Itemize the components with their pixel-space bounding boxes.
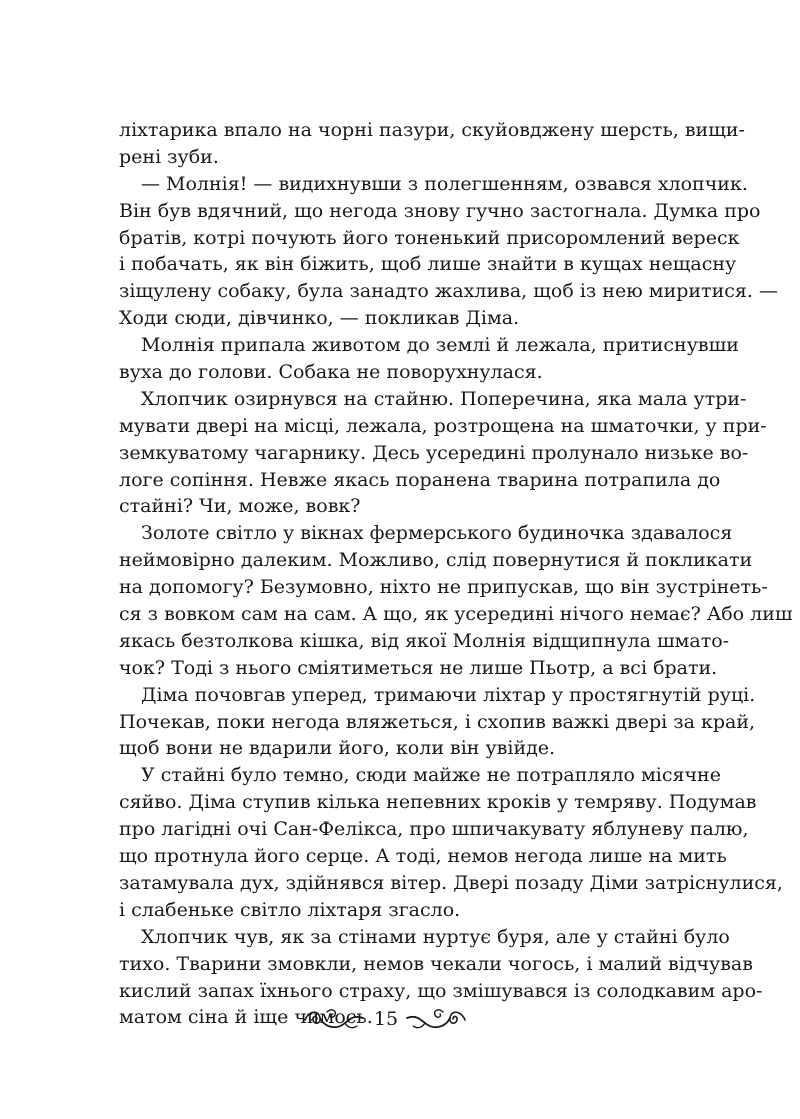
text-line: Хлопчик озирнувся на стайню. Поперечина, яка мала утри- [141, 387, 747, 410]
text-line: ліхтарика впало на чорні пазури, скуйовджену шерсть, вищи- [119, 119, 745, 141]
text-line: Молнія припала животом до землі й лежала, притиснувши [141, 334, 739, 357]
text-line: У стайні було темно, сюди майже не потрапляло місячне [141, 764, 721, 787]
text-line: земкуватому чагарнику. Десь усередині пролунало низьке во- [119, 441, 749, 464]
text-line: Хлопчик чув, як за стінами нуртує буря, але у стайні було [141, 925, 730, 948]
text-line: щоб вони не вдарили його, коли він увійде. [119, 737, 556, 760]
text-line: затамувала дух, здійнявся вітер. Двері позаду Діми затріснулися, [119, 871, 783, 894]
text-line: якась безтолкова кішка, від якої Молнія відщипнула шмато- [119, 629, 730, 652]
text-line: зіщулену собаку, була занадто жахлива, щоб із нею миритися. — [119, 280, 778, 303]
text-line: і побачать, як він біжить, щоб лише знайти в кущах нещасну [119, 253, 737, 276]
text-line: тихо. Тварини змовкли, немов чекали чогось, і малий відчував [119, 952, 753, 975]
text-line: братів, котрі почують його тоненький присоромлений вереск [119, 226, 740, 249]
text-line: мувати двері на місці, лежала, розтрощена на шматочки, у при- [119, 414, 767, 437]
text-line: що протнула його серце. А тоді, немов негода лише на мить [119, 845, 727, 868]
text-line: ся з вовком сам на сам. А що, як усередині нічого немає? Або лиш [119, 603, 793, 626]
text-line: матом сіна й іще чимось. [119, 1006, 373, 1029]
text-line: сяйво. Діма ступив кілька непевних кроків у темряву. Подумав [119, 791, 757, 814]
text-line: стайні? Чи, може, вовк? [119, 495, 361, 518]
text-line: Золоте світло у вікнах фермерського будиночка здавалося [141, 522, 733, 545]
text-line: неймовірно далеким. Можливо, слід повернутися й покликати [119, 549, 753, 572]
page-number: 15 [373, 1008, 399, 1030]
text-line: рені зуби. [119, 145, 219, 168]
flourish-ornament-icon [405, 1006, 467, 1034]
body-text [119, 117, 793, 1031]
text-line: Діма почовгав уперед, тримаючи ліхтар у простягнутій руці. [141, 683, 756, 706]
flourish-ornament-icon [303, 1006, 365, 1034]
text-line: Почекав, поки негода вляжеться, і схопив важкі двері за край, [119, 710, 756, 733]
text-line: — Молнія! — видихнувши з полегшенням, озвався хлопчик. [141, 172, 748, 195]
text-line: чок? Тоді з нього сміятиметься не лише Пьотр, а всі брати. [119, 656, 718, 679]
text-line: логе сопіння. Невже якась поранена тварина потрапила до [119, 468, 721, 491]
text-line: кислий запах їхнього страху, що змішувався із солодкавим аро- [119, 979, 763, 1002]
text-line: вуха до голови. Собака не поворухнулася. [119, 361, 543, 384]
text-line: Ходи сюди, дівчинко, — покликав Діма. [119, 307, 520, 330]
text-line: і слабеньке світло ліхтаря згасло. [119, 898, 461, 921]
text-line: про лагідні очі Сан-Фелікса, про шпичакувату яблуневу палю, [119, 818, 749, 841]
text-line: Він був вдячний, що негода знову гучно застогнала. Думка про [119, 199, 761, 222]
page-footer [0, 1000, 800, 1044]
text-line: на допомогу? Безумовно, ніхто не припускав, що він зустрінеть- [119, 576, 768, 599]
